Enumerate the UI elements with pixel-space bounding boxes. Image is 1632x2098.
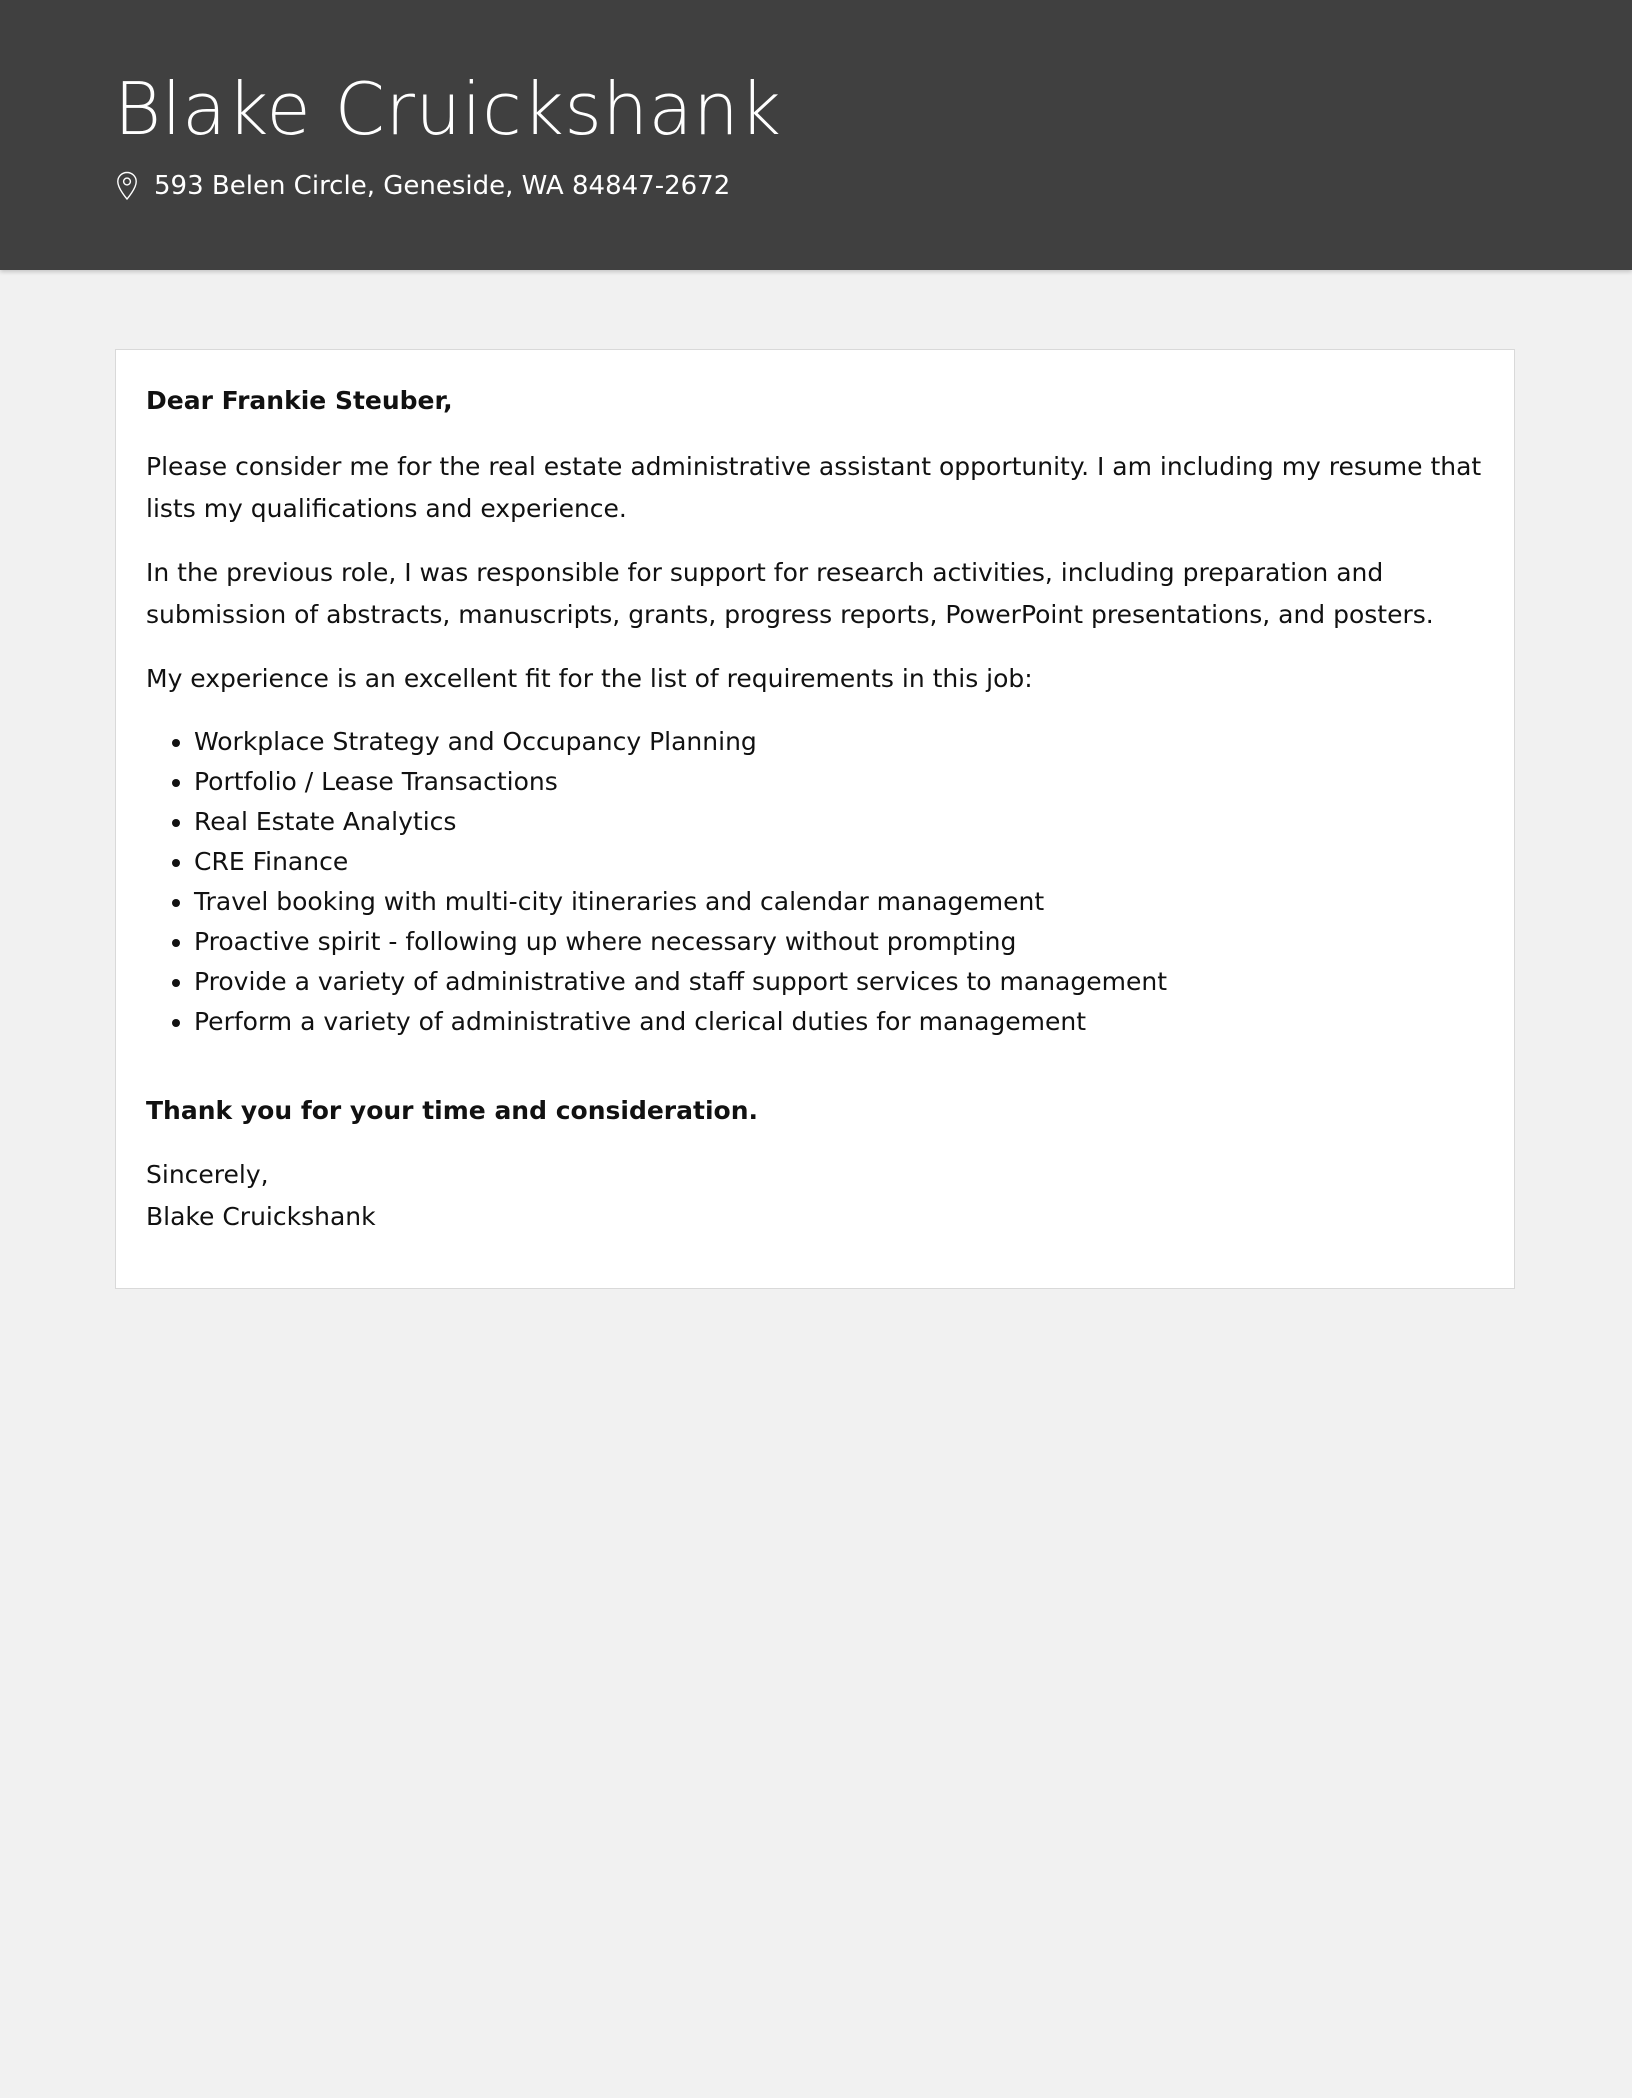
list-item: • Perform a variety of administrative and clerical duties for management <box>194 1002 1491 1042</box>
list-item: • Proactive spirit - following up where necessary without prompting <box>194 922 1491 962</box>
applicant-name: Blake Cruickshank <box>114 67 782 151</box>
location-pin-icon <box>116 171 138 201</box>
closing-line: Sincerely, <box>146 1160 269 1189</box>
list-item: • Real Estate Analytics <box>194 802 1491 842</box>
list-item: • Travel booking with multi-city itineraries and calendar management <box>194 882 1491 922</box>
intro-paragraph: Please consider me for the real estate administrative assistant opportunity. I am including my resume that lists my qualifications and experience. <box>146 452 1482 523</box>
address-text: 593 Belen Circle, Geneside, WA 84847-2672 <box>154 171 731 201</box>
letter-card <box>115 349 1515 1289</box>
header-banner <box>0 0 1632 270</box>
requirements-intro: My experience is an excellent fit for the list of requirements in this job: <box>146 664 1033 693</box>
signature-name: Blake Cruickshank <box>146 1202 376 1231</box>
experience-paragraph: In the previous role, I was responsible for support for research activities, including preparation and submission of abstracts, manuscripts, grants, progress reports, PowerPoint presentations, and posters. <box>146 558 1434 629</box>
list-item: • Portfolio / Lease Transactions <box>194 762 1491 802</box>
requirements-list <box>146 722 1491 1042</box>
letter-body <box>146 380 1491 1238</box>
thanks-line: Thank you for your time and consideration. <box>146 1096 758 1125</box>
list-item: • Provide a variety of administrative and staff support services to management <box>194 962 1491 1002</box>
list-item: • Workplace Strategy and Occupancy Planning <box>194 722 1491 762</box>
salutation: Dear Frankie Steuber, <box>146 386 453 415</box>
list-item: • CRE Finance <box>194 842 1491 882</box>
address-row <box>116 166 730 206</box>
